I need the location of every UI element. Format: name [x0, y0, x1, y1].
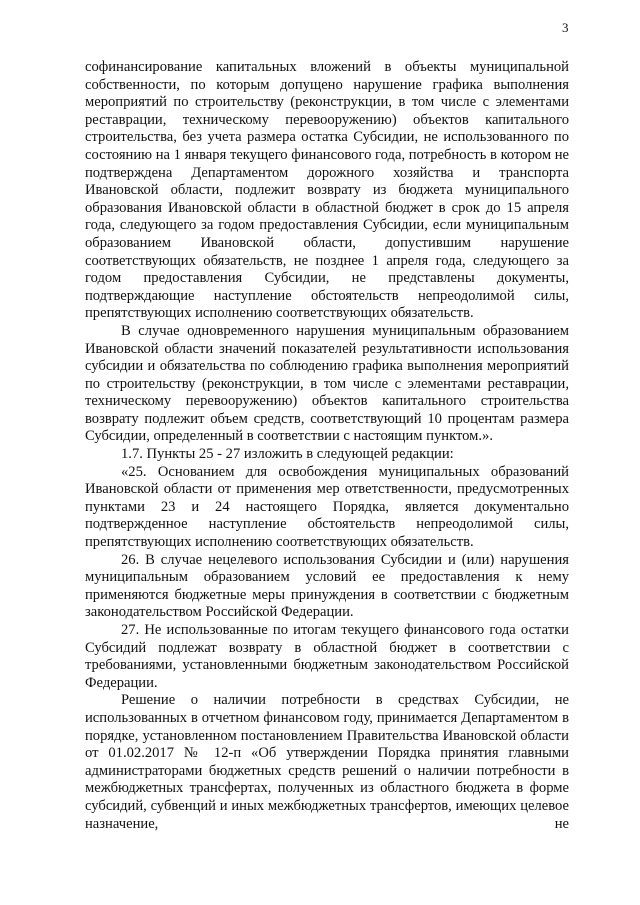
- paragraph: 1.7. Пункты 25 - 27 изложить в следующей редакции:: [121, 446, 454, 463]
- document-body: [85, 59, 569, 833]
- paragraph: Решение о наличии потребности в средствах Субсидии, не использованных в отчетном финансовом году, принимается Департаментом в порядке, установленном постановлением Правительства Ивановской области от 01.02.2017 № 12-п «Об утверждении Порядка принятия главными администраторами бюджетных средств решений о наличии потребности в межбюджетных трансфертах, полученных из областного бюджета в форме субсидий, субвенций и иных межбюджетных трансфертов, имеющих целевое назначение, не: [85, 692, 569, 832]
- paragraph: «25. Основанием для освобождения муниципальных образований Ивановской области от применения мер ответственности, предусмотренных пунктами 23 и 24 настоящего Порядка, является документально подтвержденное наступление обстоятельств непреодолимой силы, препятствующих исполнению соответствующих обязательств.: [85, 463, 569, 551]
- paragraph: 27. Не использованные по итогам текущего финансового года остатки Субсидий подлежат возврату в областной бюджет в соответствии с требованиями, установленными бюджетным законодательством Российской Федерации.: [85, 622, 569, 691]
- paragraph: В случае одновременного нарушения муниципальным образованием Ивановской области значений показателей результативности использования субсидии и обязательства по соблюдению графика выполнения мероприятий по строительству (реконструкции, в том числе с элементами реставрации, техническому перевооружению) объектов капитального строительства возврату подлежит объем средств, соответствующий 10 процентам размера Субсидии, определенный в соответствии с настоящим пунктом.».: [85, 322, 569, 445]
- page-number: 3: [562, 20, 569, 35]
- paragraph: софинансирование капитальных вложений в объекты муниципальной собственности, по которым допущено нарушение графика выполнения мероприятий по строительству (реконструкции, в том числе с элементами реставрации, техническому перевооружению) объектов капитального строительства, без учета размера остатка Субсидии, не использованного по состоянию на 1 января текущего финансового года, потребность в котором не подтверждена Департаментом дорожного хозяйства и транспорта Ивановской области, подлежит возврату из бюджета муниципального образования Ивановской области в областной бюджет в срок до 15 апреля года, следующего за годом предоставления Субсидии, если муниципальным образованием Ивановской области, допустившим нарушение соответствующих обязательств, не позднее 1 апреля года, следующего за годом предоставления Субсидии, не представлены документы, подтверждающие наступление обстоятельств непреодолимой силы, препятствующих исполнению соответствующих обязательств.: [85, 59, 570, 322]
- paragraph: 26. В случае нецелевого использования Субсидии и (или) нарушения муниципальным образованием условий ее предоставления к нему применяются бюджетные меры принуждения в соответствии с бюджетным законодательством Российской Федерации.: [85, 551, 569, 621]
